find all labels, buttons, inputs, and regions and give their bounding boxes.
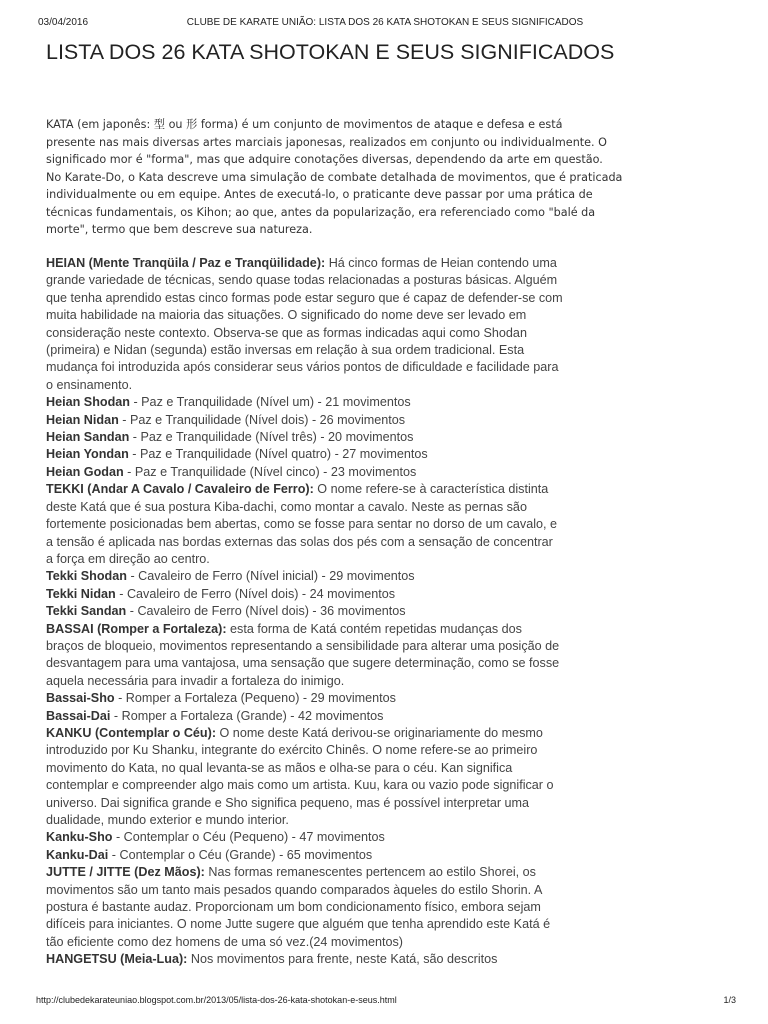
intro-line: morte", termo que bem descreve sua natureza. [46, 223, 313, 236]
body-line [46, 882, 736, 899]
line-text: a força em direção ao centro. [46, 551, 210, 566]
kata-entry-line [46, 603, 736, 620]
kata-entry-line [46, 464, 736, 481]
line-text: dualidade, mundo exterior e mundo interior. [46, 813, 289, 827]
line-text: Nas formas remanescentes pertencem ao estilo Shorei, os [204, 865, 536, 880]
body-line [46, 342, 736, 359]
line-text: a tensão é aplicada nas bordas externas das solas dos pés com a sensação de concentrar [46, 534, 553, 549]
line-text: - Cavaleiro de Ferro (Nível inicial) - 29 movimentos [126, 569, 415, 584]
kata-name: Bassai-Dai [46, 708, 111, 723]
print-header-title: CLUBE DE KARATE UNIÃO: LISTA DOS 26 KATA SHOTOKAN E SEUS SIGNIFICADOS [186, 17, 584, 28]
kata-entry-line [46, 586, 736, 603]
kata-entry-line [46, 847, 736, 864]
line-text: - Contemplar o Céu (Grande) - 65 movimentos [108, 847, 373, 862]
intro-line: presente nas mais diversas artes marciais japonesas, realizados em conjunto ou individualmente. O [46, 135, 607, 149]
body-line [46, 899, 736, 916]
kata-name: HANGETSU (Meia-Lua): [46, 952, 188, 967]
body-line [46, 307, 736, 324]
line-text: muita habilidade na maioria das situações. O significado do nome deve ser levado em [46, 308, 527, 323]
line-text: - Paz e Tranquilidade (Nível três) - 20 movimentos [129, 430, 414, 445]
intro-paragraph [46, 116, 736, 239]
body-line [46, 499, 736, 516]
intro-line: significado mor é "forma", mas que adquire conotações diversas, dependendo da arte em questão. [46, 153, 603, 166]
line-text: - Cavaleiro de Ferro (Nível dois) - 36 movimentos [126, 604, 406, 619]
body-line [46, 551, 736, 568]
line-text: universo. Dai significa grande e Sho significa pequeno, mas é possível interpretar uma [46, 795, 530, 810]
line-text: Há cinco formas de Heian contendo uma [325, 256, 557, 270]
body-line [46, 916, 736, 933]
intro-line: KATA (em japonês: 型 ou 形 forma) é um conjunto de movimentos de ataque e defesa e está [46, 118, 563, 131]
line-text: - Paz e Tranquilidade (Nível um) - 21 movimentos [129, 395, 411, 410]
body-line [46, 516, 736, 533]
kata-entry-line [46, 446, 736, 463]
line-text: esta forma de Katá contém repetidas mudanças dos [226, 621, 522, 636]
kata-entry-line [46, 829, 736, 846]
line-text: difíceis para iniciantes. O nome Jutte sugere que alguém que tenha aprendido este Katá é [46, 917, 551, 932]
line-text: - Cavaleiro de Ferro (Nível dois) - 24 movimentos [115, 586, 396, 601]
kata-entry-line [46, 394, 736, 411]
body-line [46, 272, 736, 289]
page-title: LISTA DOS 26 KATA SHOTOKAN E SEUS SIGNIFICADOS [46, 40, 615, 64]
line-text: braços de bloqueio, movimentos representando a sensibilidade para alterar uma posição de [46, 638, 560, 653]
line-text: que tenha aprendido estas cinco formas pode estar seguro que é capaz de defender-se com [46, 290, 563, 305]
line-text: O nome refere-se à característica distinta [313, 482, 549, 497]
body-line [46, 534, 736, 551]
kata-list-body [46, 255, 736, 969]
kata-name: Tekki Nidan [46, 586, 116, 601]
line-text: desvantagem para uma vantajosa, uma sensação que sugere determinação, como se fosse [46, 656, 560, 671]
kata-entry-line [46, 951, 736, 968]
kata-name: JUTTE / JITTE (Dez Mãos): [46, 865, 205, 880]
kata-name: BASSAI (Romper a Fortaleza): [46, 621, 227, 636]
kata-entry-line [46, 412, 736, 429]
kata-name: Heian Shodan [46, 395, 130, 410]
line-text: - Contemplar o Céu (Pequeno) - 47 movimentos [112, 830, 385, 845]
line-text: - Paz e Tranquilidade (Nível cinco) - 23 movimentos [123, 464, 417, 479]
kata-entry-line [46, 725, 736, 742]
intro-line: técnicas fundamentais, os Kihon; ao que, antes da popularização, era referenciado como "balé da [46, 205, 596, 219]
line-text: o ensinamento. [46, 377, 133, 392]
line-text: mudança foi introduzida após considerar seus vários pontos de dificuldade e facilidade para [46, 360, 559, 375]
line-text: contemplar e compreender algo mais como um artista. Kuu, kara ou vazio pode significar o [46, 778, 554, 793]
line-text: movimentos são um tanto mais pesados quando comparados àqueles do estilo Shorin. A [46, 882, 543, 897]
kata-name: Heian Godan [46, 464, 124, 479]
page-number: 1/3 [723, 995, 736, 1005]
body-line [46, 742, 736, 759]
print-header [38, 17, 732, 31]
intro-line: individualmente ou em equipe. Antes de executá-lo, o praticante deve passar por uma prática de [46, 188, 593, 201]
kata-name: KANKU (Contemplar o Céu): [46, 725, 217, 740]
body-line [46, 934, 736, 951]
body-line [46, 812, 736, 829]
kata-name: TEKKI (Andar A Cavalo / Cavaleiro de Ferro): [46, 482, 314, 497]
body-line [46, 325, 736, 342]
line-text: fortemente posicionadas bem abertas, como se fosse para sentar no dorso de um cavalo, e [46, 517, 558, 532]
body-line [46, 655, 736, 672]
page-url[interactable]: http://clubedekarateuniao.blogspot.com.br/2013/05/lista-dos-26-kata-shotokan-e-seus.html [36, 995, 397, 1005]
kata-name: Heian Nidan [46, 412, 119, 427]
body-line [46, 359, 736, 376]
kata-entry-line [46, 621, 736, 638]
body-line [46, 760, 736, 777]
kata-name: Kanku-Sho [46, 830, 113, 845]
kata-name: Kanku-Dai [46, 847, 109, 862]
line-text: aquela necessária para invadir a fortaleza do inimigo. [46, 673, 345, 688]
kata-entry-line [46, 690, 736, 707]
print-footer [36, 995, 736, 1009]
line-text: - Romper a Fortaleza (Grande) - 42 movimentos [110, 708, 384, 723]
kata-name: HEIAN (Mente Tranqüila / Paz e Tranqüilidade): [46, 256, 326, 270]
intro-line: No Karate-Do, o Kata descreve uma simulação de combate detalhada de movimentos, que é praticada [46, 170, 623, 184]
line-text: introduzido por Ku Shanku, integrante do exército Chinês. O nome refere-se ao primeiro [46, 743, 538, 758]
kata-name: Heian Sandan [46, 430, 130, 445]
kata-name: Bassai-Sho [46, 691, 115, 706]
kata-name: Heian Yondan [46, 447, 129, 462]
kata-name: Tekki Sandan [46, 604, 127, 619]
body-line [46, 777, 736, 794]
line-text: grande variedade de técnicas, sendo quase todas relacionadas a posturas básicas. Alguém [46, 273, 558, 288]
body-line [46, 377, 736, 394]
body-line [46, 795, 736, 812]
line-text: deste Katá que é sua postura Kiba-dachi, como montar a cavalo. Neste as pernas são [46, 499, 527, 514]
kata-name: Tekki Shodan [46, 569, 127, 584]
line-text: O nome deste Katá derivou-se originariamente do mesmo [216, 725, 543, 740]
kata-entry-line [46, 568, 736, 585]
line-text: (primeira) e Nidan (segunda) estão inversas em relação à sua ordem tradicional. Esta [46, 343, 525, 358]
line-text: - Romper a Fortaleza (Pequeno) - 29 movimentos [114, 691, 396, 706]
line-text: Nos movimentos para frente, neste Katá, são descritos [187, 952, 498, 967]
kata-entry-line [46, 708, 736, 725]
line-text: tão eficiente como dez homens de uma só vez.(24 movimentos) [46, 934, 403, 949]
kata-entry-line [46, 481, 736, 498]
line-text: consideração neste contexto. Observa-se que as formas indicadas aqui como Shodan [46, 325, 527, 340]
kata-entry-line [46, 864, 736, 881]
body-line [46, 673, 736, 690]
line-text: movimento do Kata, no qual levanta-se as mãos e olha-se para o céu. Kan significa [46, 760, 513, 775]
body-line [46, 638, 736, 655]
line-text: - Paz e Tranquilidade (Nível quatro) - 27 movimentos [128, 447, 428, 462]
line-text: - Paz e Tranquilidade (Nível dois) - 26 movimentos [118, 412, 406, 427]
line-text: postura é bastante audaz. Proporcionam um bom condicionamento físico, embora sejam [46, 900, 541, 915]
body-line [46, 290, 736, 307]
kata-entry-line [46, 255, 736, 272]
kata-entry-line [46, 429, 736, 446]
print-date: 03/04/2016 [38, 17, 89, 28]
